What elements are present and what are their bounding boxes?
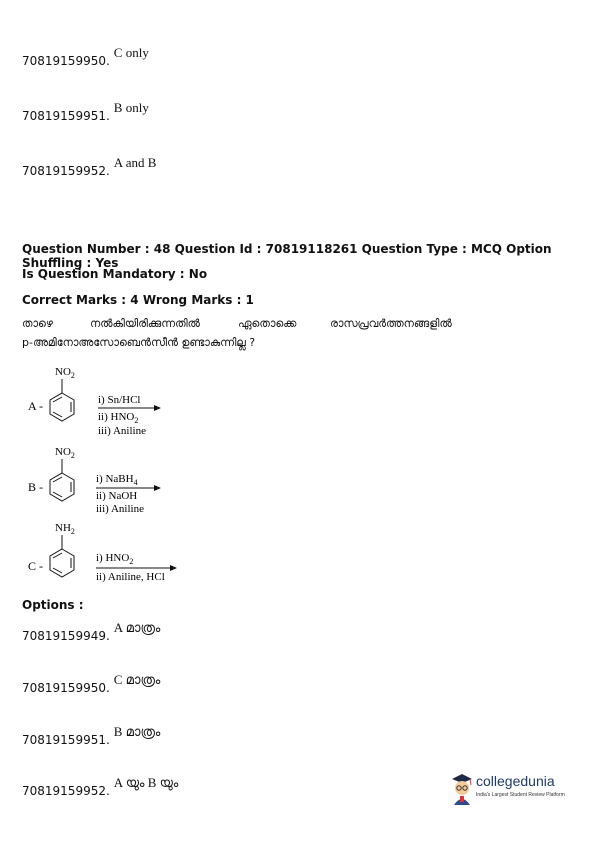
question-meta-line3: Correct Marks : 4 Wrong Marks : 1 xyxy=(22,293,254,307)
benzene-ring xyxy=(50,379,74,421)
question-meta-line1: Question Number : 48 Question Id : 70819118261 Question Type : MCQ Option Shuffling : Yes xyxy=(22,242,552,270)
option-id: 70819159950. xyxy=(22,681,110,695)
step-3: iii) Aniline xyxy=(96,503,144,515)
question-word-1: താഴെ xyxy=(22,317,53,330)
substituent-group: $NO_2$ xyxy=(55,446,75,460)
reaction-label: A - xyxy=(28,399,43,413)
question-meta-line2: Is Question Mandatory : No xyxy=(22,267,208,281)
question-word-3: ഏതൊക്കെ xyxy=(238,317,297,330)
benzene-ring xyxy=(50,535,74,577)
benzene-ring xyxy=(50,459,74,501)
option-id: 70819159951. xyxy=(22,733,110,747)
question-word-4: രാസപ്രവർത്തനങ്ങളിൽ xyxy=(330,317,452,330)
prev-option-3 xyxy=(22,155,157,179)
step-2: ii) NaOH xyxy=(96,490,138,502)
substituent-group: $NO_2$ xyxy=(55,366,75,380)
reaction-b xyxy=(22,442,202,522)
option-id: 70819159952. xyxy=(22,784,110,798)
option-text: C only xyxy=(113,45,149,60)
option-1 xyxy=(22,620,161,644)
question-text-line2: p-അമിനോഅസോബെൻസീൻ ഉണ്ടാകുന്നില്ല ? xyxy=(22,336,256,349)
options-label: Options : xyxy=(22,598,84,612)
option-id: 70819159949. xyxy=(22,629,110,643)
logo-tagline: India's Largest Student Review Platform xyxy=(476,792,565,798)
option-text: B മാത്രം xyxy=(113,724,161,739)
step-3: iii) Aniline xyxy=(98,425,146,437)
option-text: A യും B യും xyxy=(113,775,179,790)
option-text: A മാത്രം xyxy=(113,620,161,635)
step-2: ii) Aniline, HCl xyxy=(96,571,165,583)
option-id: 70819159950. xyxy=(22,54,110,68)
logo-name: collegedunia xyxy=(476,773,555,789)
reaction-a xyxy=(22,362,202,442)
reaction-label: B - xyxy=(28,480,43,494)
substituent-group: $NH_2$ xyxy=(55,522,75,536)
option-2 xyxy=(22,672,161,696)
option-4 xyxy=(22,775,179,799)
mascot-icon xyxy=(448,771,474,805)
collegedunia-logo xyxy=(448,771,570,805)
step-1: i) NaBH$_4$ xyxy=(96,473,138,487)
step-1: i) Sn/HCl xyxy=(98,394,141,406)
step-1: i) $HNO_2$ xyxy=(96,552,134,566)
option-text: C മാത്രം xyxy=(113,672,161,687)
option-text: A and B xyxy=(113,155,157,170)
step-2: ii) $HNO_2$ xyxy=(98,411,139,425)
option-id: 70819159952. xyxy=(22,164,110,178)
option-3 xyxy=(22,724,161,748)
reaction-label: C - xyxy=(28,559,43,573)
prev-option-1 xyxy=(22,45,149,69)
prev-option-2 xyxy=(22,100,149,124)
question-word-2: നൽകിയിരിക്കുന്നതിൽ xyxy=(90,317,200,330)
option-text: B only xyxy=(113,100,149,115)
reaction-c xyxy=(22,518,202,588)
option-id: 70819159951. xyxy=(22,109,110,123)
